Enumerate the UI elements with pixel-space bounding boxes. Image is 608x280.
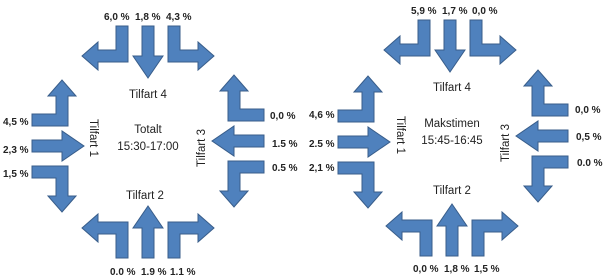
tilfart1-bottom-pct: 2,1 %	[309, 163, 335, 174]
center-title: Totalt	[134, 124, 162, 136]
tilfart2-straight-arrow	[437, 204, 467, 256]
tilfart3-bottom-arrow	[220, 161, 264, 207]
tilfart2-left-pct: 0.0 %	[110, 267, 136, 278]
tilfart3-arrows	[212, 75, 264, 207]
tilfart2-arrows	[82, 206, 214, 258]
tilfart3-arrows	[516, 70, 568, 202]
tilfart1-top-arrow	[32, 80, 76, 126]
tilfart1-top-arrow	[338, 76, 382, 122]
tilfart2-label: Tilfart 2	[126, 190, 164, 202]
tilfart1-top-pct: 4,5 %	[3, 117, 29, 128]
tilfart3-top-pct: 0,0 %	[575, 105, 601, 116]
tilfart1-bottom-arrow	[338, 162, 382, 208]
tilfart3-label: Tilfart 3	[500, 124, 512, 162]
tilfart1-arrows	[338, 76, 390, 208]
tilfart4-right-pct: 4,3 %	[166, 12, 192, 23]
tilfart4-label: Tilfart 4	[433, 82, 471, 94]
tilfart1-straight-arrow	[338, 127, 390, 157]
tilfart1-mid-pct: 2,3 %	[3, 145, 29, 156]
tilfart3-label: Tilfart 3	[196, 129, 208, 167]
tilfart1-label: Tilfart 1	[87, 119, 99, 157]
tilfart1-bottom-arrow	[32, 166, 76, 212]
tilfart3-top-pct: 0,0 %	[270, 111, 296, 122]
tilfart2-label: Tilfart 2	[433, 185, 471, 197]
diagram-makstimen	[309, 6, 603, 275]
tilfart1-arrows	[32, 80, 84, 212]
tilfart4-label: Tilfart 4	[129, 89, 167, 101]
tilfart1-top-pct: 4,6 %	[309, 110, 335, 121]
tilfart2-straight-pct: 1,8 %	[444, 264, 470, 275]
tilfart4-left-pct: 5,9 %	[411, 6, 437, 17]
tilfart2-left-arrow	[168, 214, 214, 258]
tilfart3-bottom-arrow	[524, 156, 568, 202]
tilfart3-straight-arrow	[516, 121, 568, 151]
tilfart4-straight-arrow	[435, 20, 465, 72]
tilfart4-right-pct: 0,0 %	[472, 6, 498, 17]
tilfart2-straight-arrow	[133, 206, 163, 258]
tilfart3-mid-pct: 0,5 %	[576, 132, 602, 143]
tilfart2-right-pct: 1,5 %	[474, 264, 500, 275]
tilfart1-straight-arrow	[32, 131, 84, 161]
tilfart3-top-arrow	[220, 75, 264, 121]
center-title: Makstimen	[424, 118, 480, 130]
tilfart3-bottom-pct: 0.5 %	[272, 163, 298, 174]
tilfart3-mid-pct: 1.5 %	[272, 139, 298, 150]
tilfart4-left-arrow	[82, 26, 128, 70]
tilfart2-right-pct: 1.1 %	[170, 267, 196, 278]
tilfart2-arrows	[386, 204, 518, 256]
tilfart2-right-arrow	[82, 214, 128, 258]
tilfart4-straight-pct: 1,8 %	[135, 12, 161, 23]
tilfart4-right-arrow	[470, 20, 516, 64]
tilfart1-mid-pct: 2.5 %	[309, 139, 335, 150]
tilfart4-straight-arrow	[133, 26, 163, 78]
tilfart1-bottom-pct: 1,5 %	[3, 169, 29, 180]
tilfart2-straight-pct: 1.9 %	[141, 267, 167, 278]
tilfart4-straight-pct: 1,7 %	[442, 6, 468, 17]
tilfart4-arrows	[82, 26, 214, 78]
center-time: 15:45-16:45	[421, 135, 483, 147]
tilfart2-left-pct: 0,0 %	[413, 264, 439, 275]
tilfart4-left-arrow	[384, 20, 430, 64]
tilfart4-left-pct: 6,0 %	[104, 12, 130, 23]
tilfart1-label: Tilfart 1	[394, 116, 406, 154]
diagram-totalt	[3, 12, 298, 278]
tilfart4-arrows	[384, 20, 516, 72]
tilfart2-left-arrow	[472, 212, 518, 256]
tilfart3-top-arrow	[524, 70, 568, 116]
tilfart3-straight-arrow	[212, 126, 264, 156]
center-time: 15:30-17:00	[117, 141, 179, 153]
tilfart4-right-arrow	[168, 26, 214, 70]
tilfart3-bottom-pct: 0.0 %	[577, 158, 603, 169]
tilfart2-right-arrow	[386, 212, 432, 256]
